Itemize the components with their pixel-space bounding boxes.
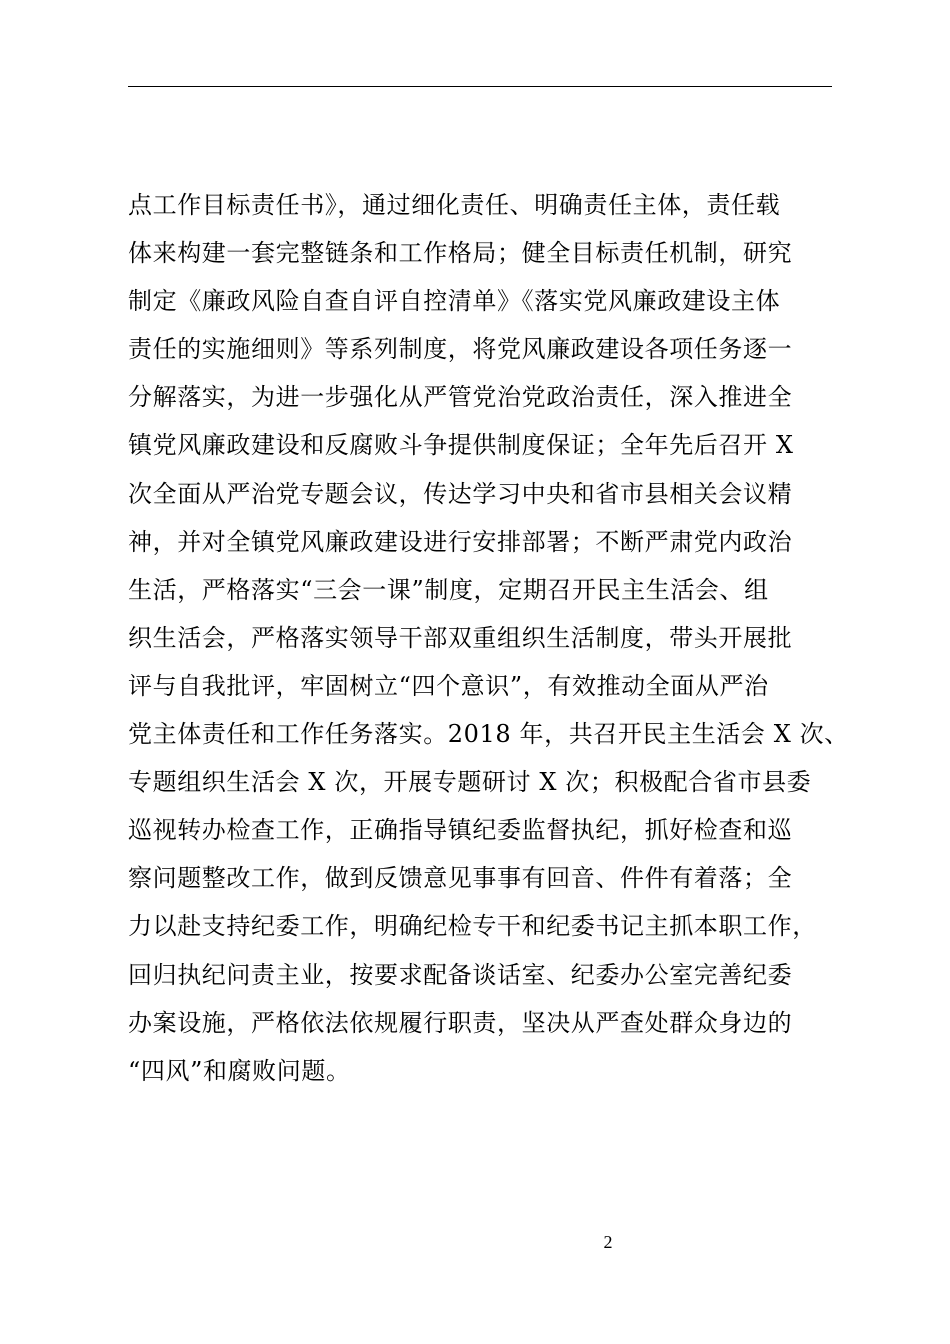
text-line: 回归执纪问责主业，按要求配备谈话室、纪委办公室完善纪委	[128, 960, 793, 989]
text-line: 专题组织生活会 X 次，开展专题研讨 X 次；积极配合省市县委	[128, 768, 812, 797]
page-number: 2	[603, 1232, 613, 1252]
text-line: 办案设施，严格依法依规履行职责，坚决从严查处群众身边的	[128, 1008, 793, 1037]
text-line: 评与自我批评，牢固树立“四个意识”，有效推动全面从严治	[128, 671, 769, 700]
text-line: 织生活会，严格落实领导干部双重组织生活制度，带头开展批	[128, 623, 793, 652]
text-line: 制定《廉政风险自查自评自控清单》《落实党风廉政建设主体	[128, 287, 781, 316]
text-line: 分解落实，为进一步强化从严管党治党政治责任，深入推进全	[128, 383, 793, 412]
text-line: 党主体责任和工作任务落实。2018 年，共召开民主生活会 X 次、	[128, 720, 849, 749]
text-line: 生活，严格落实“三会一课”制度，定期召开民主生活会、组	[128, 575, 769, 604]
text-line: 神，并对全镇党风廉政建设进行安排部署；不断严肃党内政治	[128, 527, 793, 556]
text-line: 力以赴支持纪委工作，明确纪检专干和纪委书记主抓本职工作，	[128, 912, 817, 941]
text-line: 点工作目标责任书》，通过细化责任、明确责任主体，责任载	[128, 191, 781, 219]
body-paragraph	[128, 181, 848, 1095]
text-line: 镇党风廉政建设和反腐败斗争提供制度保证；全年先后召开 X	[128, 431, 794, 460]
text-line: 察问题整改工作，做到反馈意见事事有回音、件件有着落；全	[128, 864, 793, 893]
text-line: 体来构建一套完整链条和工作格局；健全目标责任机制，研究	[128, 239, 793, 268]
header-rule	[128, 86, 832, 87]
text-line: “四风”和腐败问题。	[128, 1056, 351, 1085]
text-line: 次全面从严治党专题会议，传达学习中央和省市县相关会议精	[128, 479, 793, 508]
text-line: 责任的实施细则》等系列制度，将党风廉政建设各项任务逐一	[128, 335, 793, 364]
text-line: 巡视转办检查工作，正确指导镇纪委监督执纪，抓好检查和巡	[128, 816, 793, 845]
